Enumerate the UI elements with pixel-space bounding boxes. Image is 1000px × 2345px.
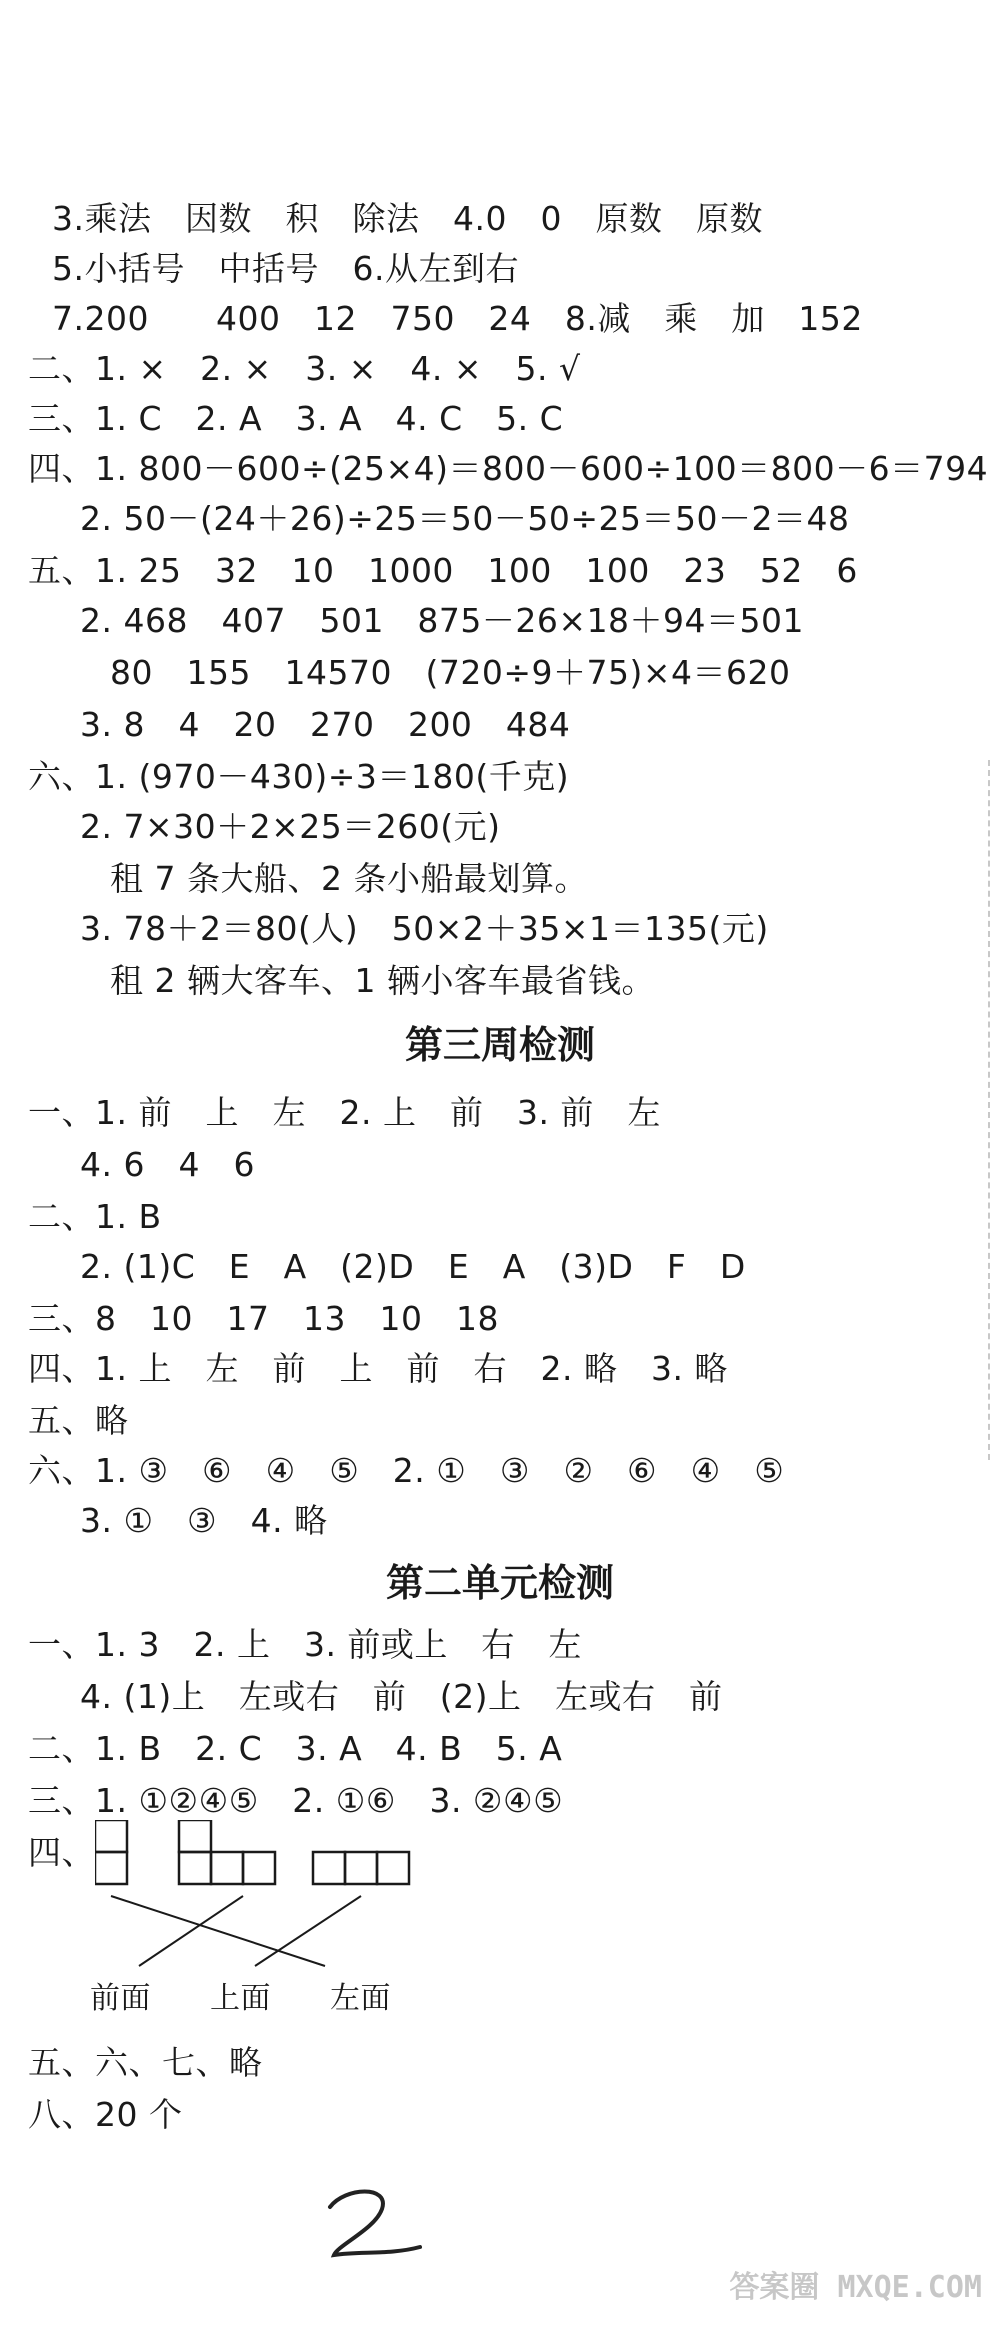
answer-line: 5.小括号 中括号 6.从左到右	[52, 249, 519, 288]
page-edge-line	[988, 760, 990, 1460]
answer-line: 80 155 14570 (720÷9＋75)×4＝620	[110, 653, 791, 692]
square	[179, 1852, 211, 1884]
answer-line: 3. 78＋2＝80(人) 50×2＋35×1＝135(元)	[80, 909, 769, 948]
answer-line: 五、六、七、略	[28, 2043, 263, 2082]
answer-line: 一、1. 前 上 左 2. 上 前 3. 前 左	[28, 1093, 661, 1132]
answer-line: 3.乘法 因数 积 除法 4.0 0 原数 原数	[52, 199, 763, 238]
square	[243, 1852, 275, 1884]
answer-line: 4. 6 4 6	[80, 1145, 255, 1184]
answer-line: 三、1. ①②④⑤ 2. ①⑥ 3. ②④⑤	[28, 1781, 564, 1820]
answer-line: 二、1. B 2. C 3. A 4. B 5. A	[28, 1729, 563, 1768]
section-heading: 第二单元检测	[385, 1561, 614, 1605]
answer-line: 四、1. 800－600÷(25×4)＝800－600÷100＝800－6＝794	[28, 449, 989, 488]
watermark: 答案圈 MXQE.COM	[729, 2270, 982, 2305]
answer-line: 7.200 400 12 750 24 8.减 乘 加 152	[52, 299, 863, 338]
view-diagram	[95, 1820, 455, 2000]
section-heading: 第三周检测	[404, 1023, 595, 1067]
answer-line: 八、20 个	[28, 2095, 183, 2134]
answer-line: 六、1. ③ ⑥ ④ ⑤ 2. ① ③ ② ⑥ ④ ⑤	[28, 1451, 785, 1490]
square	[211, 1852, 243, 1884]
answer-line: 二、1. × 2. × 3. × 4. × 5. √	[28, 349, 581, 388]
answer-line: 4. (1)上 左或右 前 (2)上 左或右 前	[80, 1677, 723, 1716]
square	[95, 1820, 127, 1852]
handwritten-mark	[320, 2185, 430, 2269]
answer-line: 2. 50－(24＋26)÷25＝50－50÷25＝50－2＝48	[80, 499, 850, 538]
answer-line: 2. 7×30＋2×25＝260(元)	[80, 807, 501, 846]
answer-line: 一、1. 3 2. 上 3. 前或上 右 左	[28, 1625, 582, 1664]
square	[179, 1820, 211, 1852]
answer-line: 六、1. (970－430)÷3＝180(千克)	[28, 757, 570, 796]
square	[95, 1852, 127, 1884]
answer-line: 租 7 条大船、2 条小船最划算。	[110, 859, 588, 898]
square	[313, 1852, 345, 1884]
answer-line: 三、8 10 17 13 10 18	[28, 1299, 499, 1338]
square	[377, 1852, 409, 1884]
answer-line: 三、1. C 2. A 3. A 4. C 5. C	[28, 399, 564, 438]
diagram-label-top: 上面	[210, 1981, 271, 2016]
connector-line	[255, 1896, 361, 1966]
square	[345, 1852, 377, 1884]
answer-line: 2. 468 407 501 875－26×18＋94＝501	[80, 601, 805, 640]
answer-line: 2. (1)C E A (2)D E A (3)D F D	[80, 1247, 746, 1286]
answer-line: 四、1. 上 左 前 上 前 右 2. 略 3. 略	[28, 1349, 728, 1388]
diagram-label-left: 左面	[330, 1981, 391, 2016]
diagram-label-front: 前面	[90, 1981, 151, 2016]
answer-line: 二、1. B	[28, 1197, 162, 1236]
connector-line	[139, 1896, 243, 1966]
answer-line: 租 2 辆大客车、1 辆小客车最省钱。	[110, 961, 655, 1000]
answer-line: 四、	[28, 1833, 95, 1872]
answer-line: 五、1. 25 32 10 1000 100 100 23 52 6	[28, 551, 858, 590]
answer-line: 3. ① ③ 4. 略	[80, 1501, 328, 1540]
answer-line: 五、略	[28, 1401, 129, 1440]
answer-line: 3. 8 4 20 270 200 484	[80, 705, 571, 744]
connector-line	[111, 1896, 325, 1966]
